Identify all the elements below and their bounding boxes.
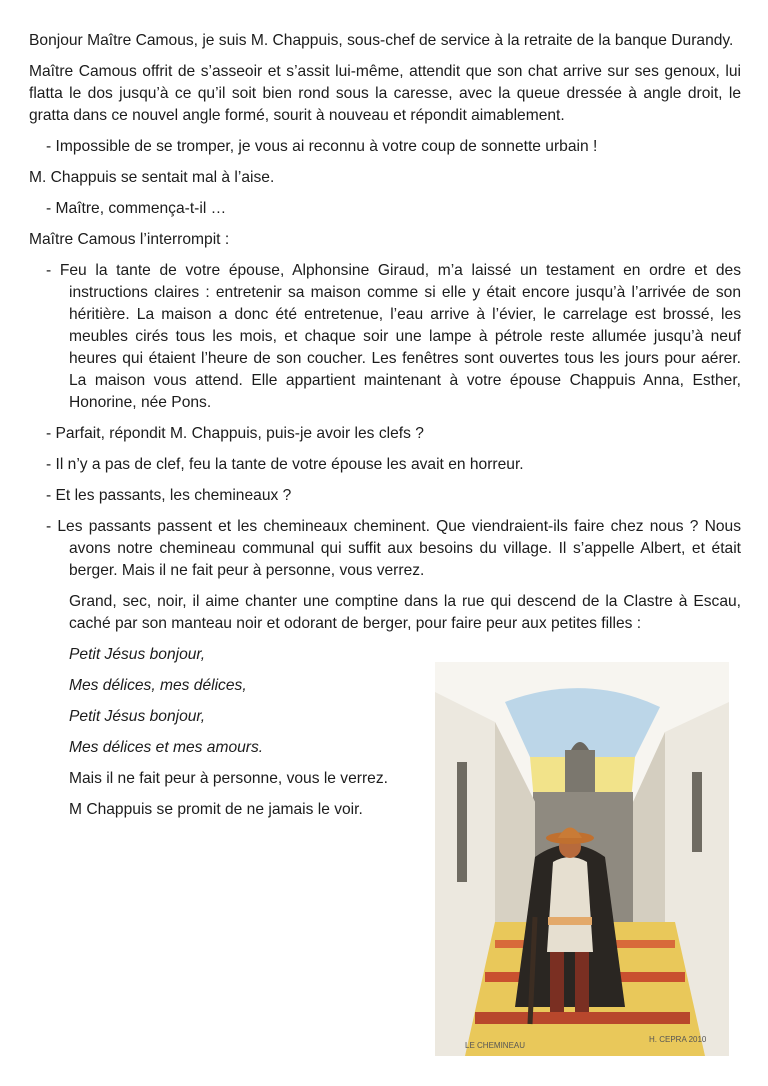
paragraph: M Chappuis se promit de ne jamais le voir. (69, 801, 363, 818)
paragraph: Bonjour Maître Camous, je suis M. Chappuis, sous-chef de service à la retraite de la banque Durandy. (29, 32, 734, 49)
dialogue-line: - Il n’y a pas de clef, feu la tante de votre épouse les avait en horreur. (46, 456, 524, 473)
paragraph: M. Chappuis se sentait mal à l’aise. (29, 169, 275, 186)
dialogue-line: - Maître, commença-t-il … (46, 200, 227, 217)
paragraph: Grand, sec, noir, il aime chanter une comptine dans la rue qui descend de la Clastre à Escau, caché par son manteau noir et odorant de berger, pour faire peur aux petites filles : (69, 593, 741, 632)
illustration-signature: H. CEPRA 2010 (649, 1035, 707, 1044)
dialogue-line: - Les passants passent et les chemineaux cheminent. Que viendraient-ils faire chez nous ? Nous avons notre chemineau communal qui suffit aux besoins du village. Il s’appelle Albert, et était berger. Mais il ne fait peur à personne, vous verrez. (46, 518, 741, 579)
dialogue-line: - Impossible de se tromper, je vous ai reconnu à votre coup de sonnette urbain ! (46, 138, 598, 155)
paragraph: Maître Camous offrit de s’asseoir et s’assit lui-même, attendit que son chat arrive sur ses genoux, lui flatta le dos jusqu’à ce qu’il soit bien rond sous la caresse, avec la queue dressée à angle droit, le gratta dans ce nouvel angle formé, sourit à nouveau et répondit aimablement. (29, 63, 741, 124)
poem-line: Mes délices, mes délices, (69, 677, 247, 694)
poem-line: Petit Jésus bonjour, (69, 708, 206, 725)
dialogue-line: - Et les passants, les chemineaux ? (46, 487, 292, 504)
chemineau-illustration (435, 662, 729, 1056)
dialogue-line: - Feu la tante de votre épouse, Alphonsine Giraud, m’a laissé un testament en ordre et des instructions claires : entretenir sa maison comme si elle y était encore jusqu’à l’arrivée de son héritière. La maison a donc été entretenue, l’eau arrive à l’évier, le carrelage est brossé, les meubles cirés tous les mois, et chaque soir une lampe à pétrole reste allumée jusqu’à neuf heures qui étaient l’heure de son coucher. Les fenêtres sont ouvertes tous les jours pour aérer. La maison vous attend. Elle appartient maintenant à votre épouse Chappuis Anna, Esther, Honorine, née Pons. (46, 262, 741, 411)
poem-line: Mes délices et mes amours. (69, 739, 264, 756)
street-drawing (435, 662, 729, 1056)
poem (29, 644, 419, 759)
paragraph: Maître Camous l’interrompit : (29, 231, 230, 248)
poem-line: Petit Jésus bonjour, (69, 646, 206, 663)
paragraph: Mais il ne fait peur à personne, vous le verrez. (69, 770, 388, 787)
dialogue-line: - Parfait, répondit M. Chappuis, puis-je avoir les clefs ? (46, 425, 424, 442)
illustration-caption: LE CHEMINEAU (465, 1041, 526, 1050)
